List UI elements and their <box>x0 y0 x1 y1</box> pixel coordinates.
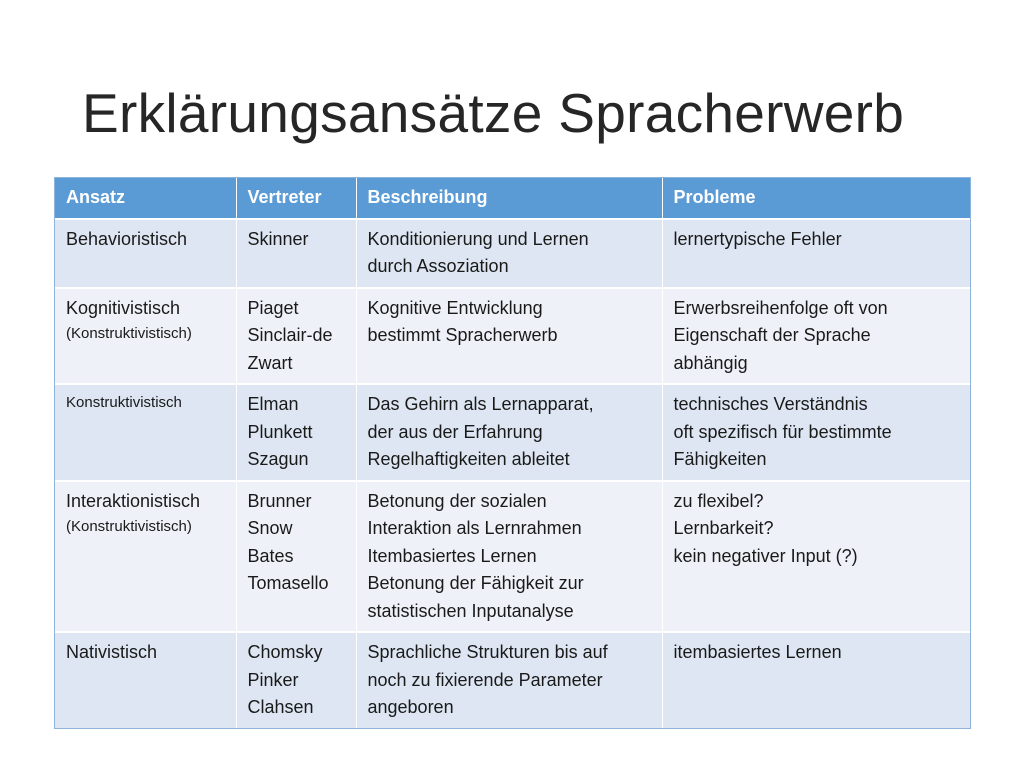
table-row <box>55 632 970 728</box>
header-beschreibung: Beschreibung <box>356 178 662 219</box>
probleme-line: lernertypische Fehler <box>673 228 842 249</box>
cell-beschreibung <box>356 481 662 633</box>
cell-vertreter <box>236 288 356 385</box>
beschreibung-line: Regelhaftigkeiten ableitet <box>367 449 570 469</box>
beschreibung-line: Itembasiertes Lernen <box>367 545 537 566</box>
ansatz-sublabel: (Konstruktivistisch) <box>66 325 192 342</box>
probleme-line: Erwerbsreihenfolge oft von <box>673 297 888 318</box>
vertreter-name: Tomasello <box>247 573 329 593</box>
approaches-table <box>55 178 970 728</box>
cell-ansatz <box>55 288 236 385</box>
header-ansatz: Ansatz <box>55 178 236 219</box>
probleme-line: Lernbarkeit? <box>673 518 774 538</box>
beschreibung-line: durch Assoziation <box>367 256 509 276</box>
cell-ansatz <box>55 384 236 481</box>
cell-beschreibung <box>356 632 662 728</box>
cell-probleme <box>662 288 970 385</box>
beschreibung-line: angeboren <box>367 697 454 717</box>
header-probleme: Probleme <box>662 178 970 219</box>
cell-probleme <box>662 481 970 633</box>
vertreter-name: Clahsen <box>247 697 314 717</box>
table-row <box>55 219 970 288</box>
cell-beschreibung <box>356 384 662 481</box>
ansatz-label: Behavioristisch <box>66 228 188 249</box>
ansatz-label: Nativistisch <box>66 642 158 662</box>
beschreibung-line: Betonung der sozialen <box>367 490 547 511</box>
vertreter-name: Brunner <box>247 490 312 511</box>
vertreter-name: Snow <box>247 518 293 538</box>
beschreibung-line: bestimmt Spracherwerb <box>367 325 558 345</box>
beschreibung-line: Interaktion als Lernrahmen <box>367 518 582 538</box>
vertreter-name: Skinner <box>247 228 309 249</box>
probleme-line: Eigenschaft der Sprache <box>673 325 871 345</box>
probleme-line: oft spezifisch für bestimmte <box>673 421 892 442</box>
table-row <box>55 288 970 385</box>
ansatz-label: Konstruktivistisch <box>66 394 182 411</box>
vertreter-name: Bates <box>247 545 294 566</box>
vertreter-name: Zwart <box>247 352 293 373</box>
cell-vertreter <box>236 219 356 288</box>
beschreibung-line: Sprachliche Strukturen bis auf <box>367 642 608 662</box>
header-vertreter: Vertreter <box>236 178 356 219</box>
probleme-line: zu flexibel? <box>673 490 764 511</box>
slide-title: Erklärungsansätze Spracherwerb <box>82 82 905 144</box>
beschreibung-line: noch zu fixierende Parameter <box>367 669 603 690</box>
vertreter-name: Elman <box>247 394 299 414</box>
beschreibung-line: Konditionierung und Lernen <box>367 228 589 249</box>
vertreter-name: Szagun <box>247 449 309 469</box>
vertreter-name: Chomsky <box>247 642 323 662</box>
beschreibung-line: der aus der Erfahrung <box>367 421 543 442</box>
probleme-line: kein negativer Input (?) <box>673 545 858 566</box>
table-row <box>55 384 970 481</box>
cell-probleme <box>662 384 970 481</box>
cell-beschreibung <box>356 219 662 288</box>
cell-vertreter <box>236 632 356 728</box>
probleme-line: technisches Verständnis <box>673 394 868 414</box>
cell-ansatz <box>55 219 236 288</box>
vertreter-name: Piaget <box>247 297 299 318</box>
ansatz-label: Kognitivistisch <box>66 297 181 318</box>
cell-ansatz <box>55 632 236 728</box>
cell-vertreter <box>236 384 356 481</box>
ansatz-label: Interaktionistisch <box>66 490 201 511</box>
cell-beschreibung <box>356 288 662 385</box>
beschreibung-line: Das Gehirn als Lernapparat, <box>367 394 594 414</box>
table-header-row <box>55 178 970 219</box>
beschreibung-line: statistischen Inputanalyse <box>367 600 574 621</box>
cell-ansatz <box>55 481 236 633</box>
table-row <box>55 481 970 633</box>
vertreter-name: Plunkett <box>247 421 313 442</box>
vertreter-name: Pinker <box>247 669 299 690</box>
vertreter-name: Sinclair-de <box>247 325 333 345</box>
beschreibung-line: Kognitive Entwicklung <box>367 297 543 318</box>
probleme-line: Fähigkeiten <box>673 449 767 469</box>
ansatz-sublabel: (Konstruktivistisch) <box>66 518 192 535</box>
probleme-line: itembasiertes Lernen <box>673 642 842 662</box>
probleme-line: abhängig <box>673 352 748 373</box>
cell-vertreter <box>236 481 356 633</box>
beschreibung-line: Betonung der Fähigkeit zur <box>367 573 584 593</box>
cell-probleme <box>662 632 970 728</box>
cell-probleme <box>662 219 970 288</box>
